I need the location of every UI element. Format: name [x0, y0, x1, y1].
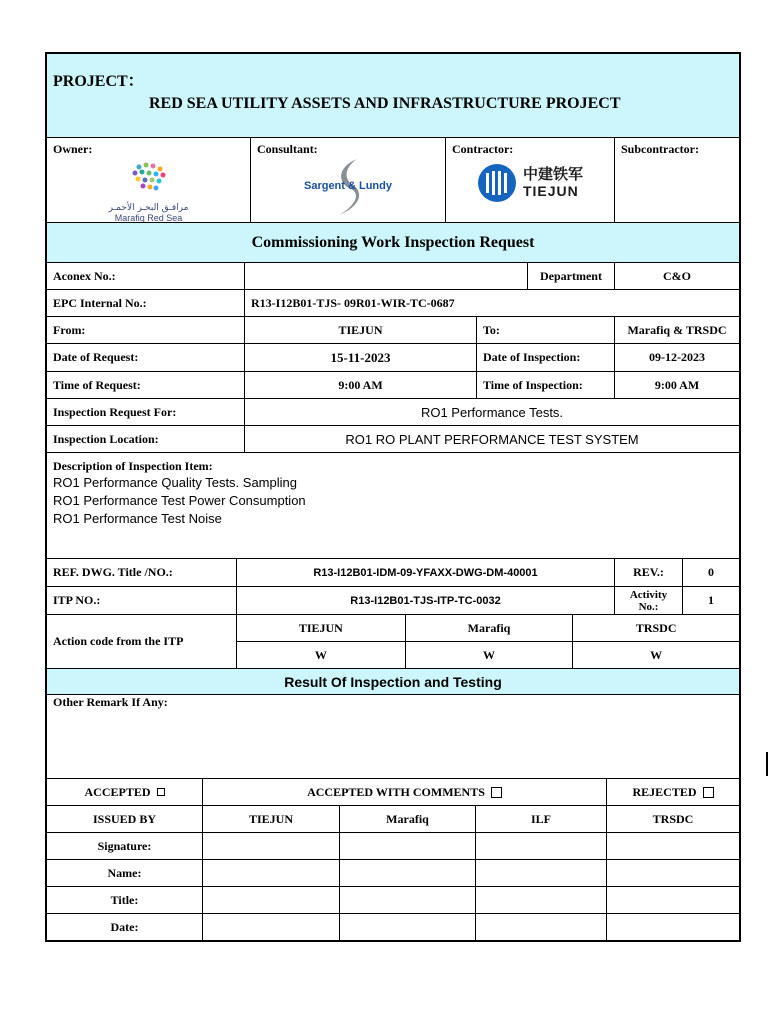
department-label: Department [527, 263, 614, 289]
date-sign-row [47, 913, 739, 940]
owner-cell [47, 138, 250, 222]
location-value: RO1 RO PLANT PERFORMANCE TEST SYSTEM [244, 426, 739, 452]
activity-value: 1 [682, 587, 739, 614]
activity-label: Activity No.: [614, 587, 682, 614]
title-field[interactable] [606, 887, 739, 913]
date-request-label: Date of Request: [53, 350, 139, 364]
rev-label: REV.: [614, 559, 682, 586]
form-title: Commissioning Work Inspection Request [251, 233, 535, 251]
title-field[interactable] [202, 887, 339, 913]
to-value: Marafiq & TRSDC [614, 317, 739, 343]
project-name: RED SEA UTILITY ASSETS AND INFRASTRUCTURE PROJECT [149, 95, 621, 112]
description-line: RO1 Performance Quality Tests. Sampling [53, 475, 297, 490]
description-label: Description of Inspection Item: [53, 459, 213, 473]
parties-row [47, 137, 739, 222]
contractor-label: Contractor: [452, 142, 514, 156]
contractor-cell [445, 138, 614, 222]
from-to-row [47, 316, 739, 343]
aconex-value[interactable] [244, 263, 527, 289]
ref-dwg-label: REF. DWG. Title /NO.: [53, 565, 173, 579]
signature-field[interactable] [339, 833, 475, 859]
from-value: TIEJUN [244, 317, 476, 343]
title-field[interactable] [339, 887, 475, 913]
date-row [47, 343, 739, 371]
marafiq-arabic-text: مرافـق البحـر الأحمـر [108, 203, 189, 213]
time-inspection-value: 9:00 AM [614, 372, 739, 398]
inspection-request-form [45, 52, 741, 942]
itp-row [47, 586, 739, 614]
decision-row [47, 778, 739, 805]
signoff-row-label: Date: [110, 919, 139, 934]
name-field[interactable] [202, 860, 339, 886]
date-inspection-value: 09-12-2023 [614, 344, 739, 371]
signoff-column: ILF [475, 806, 606, 832]
epc-label: EPC Internal No.: [53, 295, 147, 310]
signoff-row-label: Name: [107, 865, 142, 880]
tiejun-chinese-text: 中建铁军 [522, 165, 583, 183]
rejected-option[interactable] [606, 779, 739, 805]
description-block [47, 452, 739, 558]
signoff-column: TRSDC [606, 806, 739, 832]
rejected-checkbox-icon[interactable] [703, 787, 714, 798]
action-code: W [314, 648, 327, 662]
accepted-comments-checkbox-icon[interactable] [491, 787, 502, 798]
accepted-comments-label: ACCEPTED WITH COMMENTS [307, 784, 485, 799]
time-request-value: 9:00 AM [244, 372, 476, 398]
location-row [47, 425, 739, 452]
marafiq-dots-icon [109, 161, 189, 199]
name-field[interactable] [606, 860, 739, 886]
request-for-label: Inspection Request For: [53, 404, 177, 419]
itp-value: R13-I12B01-TJS-ITP-TC-0032 [236, 587, 614, 614]
result-title: Result Of Inspection and Testing [284, 673, 502, 690]
signoff-header-row [47, 805, 739, 832]
subcontractor-label: Subcontractor: [621, 142, 699, 156]
accepted-option[interactable] [47, 779, 202, 805]
name-field[interactable] [339, 860, 475, 886]
signature-field[interactable] [475, 833, 606, 859]
tiejun-logo [477, 163, 583, 203]
signoff-row-label: Title: [110, 892, 139, 907]
action-code-row [47, 614, 739, 668]
location-label: Inspection Location: [53, 431, 159, 446]
sargent-lundy-logo [283, 157, 413, 217]
signature-field[interactable] [202, 833, 339, 859]
tiejun-english-text: TIEJUN [522, 183, 579, 199]
date-inspection-label: Date of Inspection: [476, 344, 614, 371]
name-row [47, 859, 739, 886]
sargent-lundy-text: Sargent & Lundy [303, 180, 392, 192]
ref-dwg-value: R13-I12B01-IDM-09-YFAXX-DWG-DM-40001 [236, 559, 614, 586]
tiejun-emblem-icon [477, 163, 517, 203]
project-label: PROJECT： [53, 73, 144, 90]
action-code-label: Action code from the ITP [53, 634, 184, 648]
name-field[interactable] [475, 860, 606, 886]
accepted-checkbox-icon[interactable] [157, 788, 165, 796]
description-line: RO1 Performance Test Noise [53, 511, 222, 526]
action-party: TIEJUN [298, 620, 343, 635]
owner-label: Owner: [53, 142, 93, 156]
from-label: From: [53, 322, 86, 337]
date-request-value: 15-11-2023 [244, 344, 476, 371]
time-request-label: Time of Request: [53, 377, 141, 392]
request-for-value: RO1 Performance Tests. [244, 399, 739, 425]
issued-by-label: ISSUED BY [92, 811, 157, 826]
action-code: W [405, 642, 573, 669]
date-field[interactable] [202, 914, 339, 940]
accepted-label: ACCEPTED [84, 784, 151, 799]
consultant-cell [250, 138, 445, 222]
time-inspection-label: Time of Inspection: [476, 372, 614, 398]
to-label: To: [476, 317, 614, 343]
accepted-comments-option[interactable] [202, 779, 606, 805]
date-field[interactable] [475, 914, 606, 940]
aconex-label: Aconex No.: [53, 268, 116, 283]
description-line: RO1 Performance Test Power Consumption [53, 493, 306, 508]
ref-dwg-row [47, 558, 739, 586]
rejected-label: REJECTED [632, 784, 697, 799]
form-title-bar [47, 222, 739, 262]
action-code-grid [236, 615, 739, 668]
marafiq-logo [109, 161, 189, 222]
date-field[interactable] [606, 914, 739, 940]
department-value: C&O [614, 263, 739, 289]
signature-field[interactable] [606, 833, 739, 859]
signoff-row-label: Signature: [97, 838, 152, 853]
result-title-bar [47, 668, 739, 694]
title-row [47, 886, 739, 913]
remarks-block [47, 694, 739, 778]
itp-label: ITP NO.: [53, 593, 101, 607]
epc-row [47, 289, 739, 316]
project-header [47, 54, 739, 137]
action-code: W [572, 642, 739, 669]
title-field[interactable] [475, 887, 606, 913]
aconex-row [47, 262, 739, 289]
action-party: TRSDC [572, 615, 739, 641]
remark-label: Other Remark If Any: [53, 695, 168, 709]
marafiq-logo-text: Marafiq Red Sea [114, 213, 183, 222]
rev-value: 0 [682, 559, 739, 586]
signoff-column: Marafiq [339, 806, 475, 832]
signoff-column: TIEJUN [202, 806, 339, 832]
consultant-label: Consultant: [257, 142, 318, 156]
epc-value: R13-I12B01-TJS- 09R01-WIR-TC-0687 [244, 290, 739, 316]
request-for-row [47, 398, 739, 425]
signature-row [47, 832, 739, 859]
action-party: Marafiq [405, 615, 573, 641]
subcontractor-cell [614, 138, 739, 222]
time-row [47, 371, 739, 398]
date-field[interactable] [339, 914, 475, 940]
